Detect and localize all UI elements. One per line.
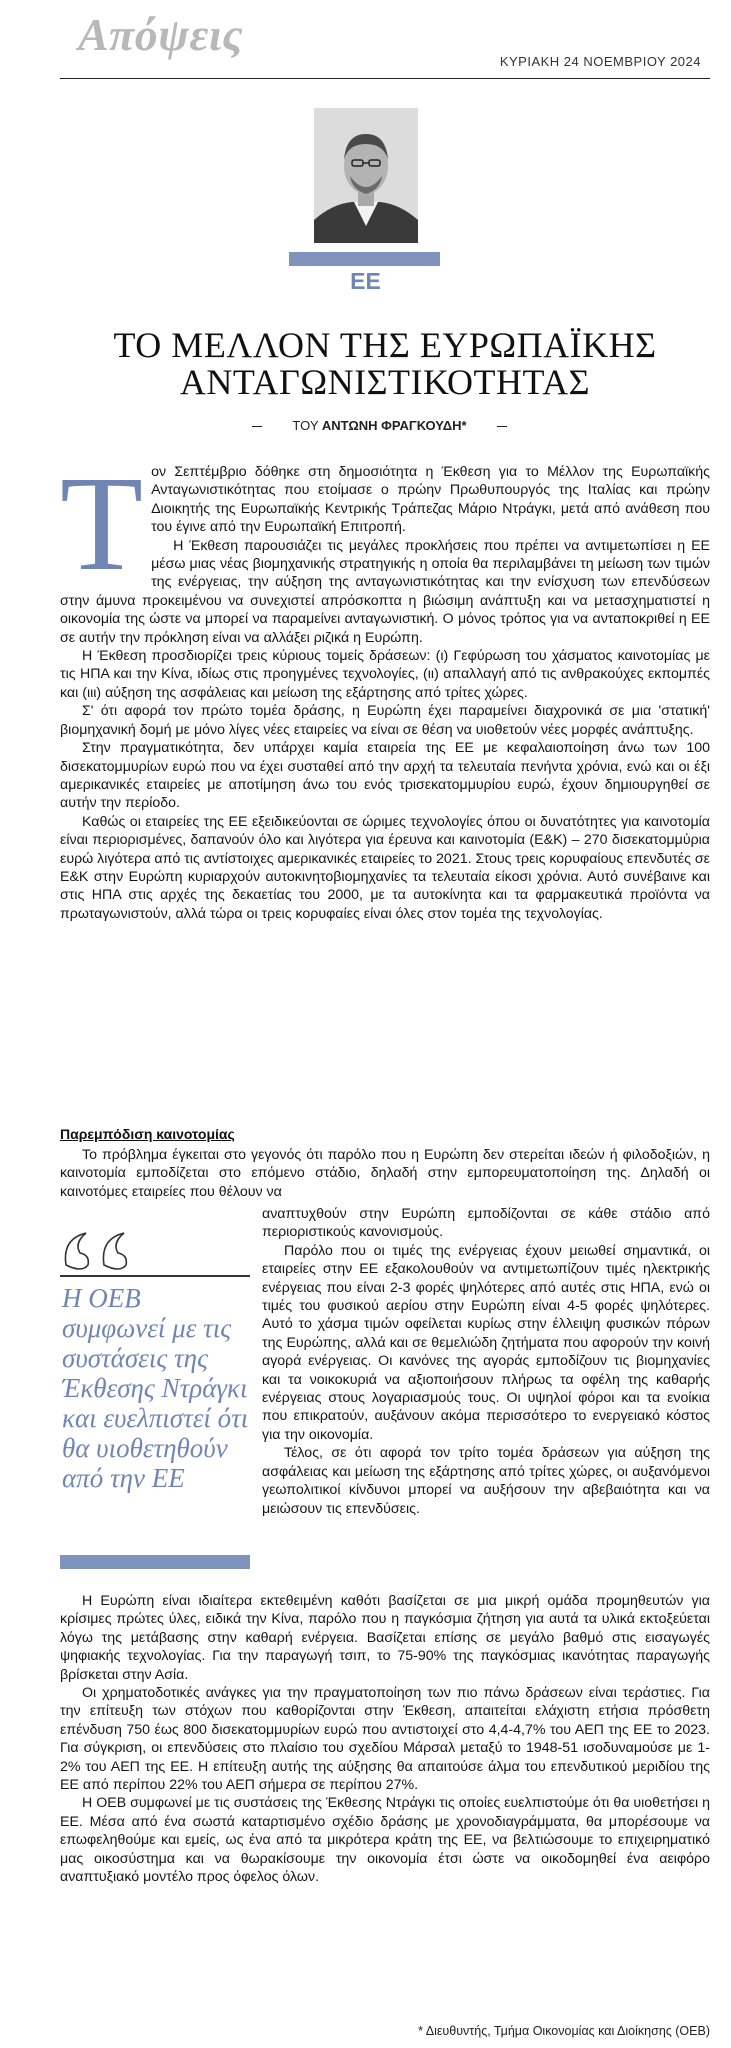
paragraph-10: Η Ευρώπη είναι ιδιαίτερα εκτεθειμένη καθότι βασίζεται σε μια μικρή ομάδα προμηθευτών για κρίσιμες πρώτες ύλες, ειδικά την Κίνα, παρόλο που η παγκόσμια ζήτηση για αυτά τα υλικά εκτοξεύεται λόγω της μετάβασης στην καθαρή ενέργεια. Βασίζεται επίσης σε μεγάλο βαθμό στις εισαγωγές ψηφιακής τεχνολογίας. Για την παραγωγή τσιπ, το 75-90% της παγκόσμιας ικανότητας παραγωγής βρίσκεται στην Ασία. — [60, 1593, 710, 1683]
title-line-1: ΤΟ ΜΕΛΛΟΝ ΤΗΣ ΕΥΡΩΠΑΪΚΗΣ — [113, 325, 657, 365]
article-body-middle — [60, 1146, 710, 1201]
paragraph-8: Παρόλο που οι τιμές της ενέργειας έχουν μειωθεί σημαντικά, οι εταιρείες στην ΕΕ εξακολουθούν να αντιμετωπίζουν τιμές ηλεκτρικής ενέργειας που είναι 2-3 φορές ψηλότερες από αυτές στις ΗΠΑ, ενώ οι τιμές του φυσικού αερίου στην Ευρώπη είναι 4-5 φορές ψηλότερες. Αυτό το χάσμα τιμών οφείλεται κυρίως στην έλλειψη φυσικών πόρων της Ευρώπης, αλλά και σε θεμελιώδη ζητήματα που αφορούν την κοινή αγορά ενέργειας. Οι κανόνες της αγοράς εμποδίζουν τις βιομηχανίες και τα νοικοκυριά να αξιοποιήσουν πλήρως τα οφέλη της καθαρής ενέργειας στους λογαριασμούς τους. Οι υψηλοί φόροι και τα ενοίκια που επικρατούν, αυξάνουν ακόμα περισσότερο το ενεργειακό κόστος για την οικονομία. — [262, 1242, 710, 1443]
pull-quote-rule — [60, 1275, 250, 1277]
pull-quote-text: Η ΟΕΒ συμφωνεί με τις συστάσεις της Έκθεσης Ντράγκι και ευελπιστεί ότι θα υιοθετηθούν από την ΕΕ — [62, 1283, 249, 1493]
paragraph-7: Το πρόβλημα έγκειται στο γεγονός ότι παρόλο που η Ευρώπη δεν στερείται ιδεών ή φιλοδοξιών, η καινοτομία εμποδίζεται στο επόμενο στάδιο, δηλαδή στην εμπορευματοποίηση της. Δηλαδή οι καινοτόμες εταιρείες που θέλουν να — [60, 1147, 710, 1200]
paragraph-6: Καθώς οι εταιρείες της ΕΕ εξειδικεύονται σε ώριμες τεχνολογίες όπου οι δυνατότητες για καινοτομία είναι περιορισμένες, δαπανούν όλο και λιγότερα για έρευνα και καινοτομία (Ε&Κ) – 270 δισεκατομμύρια ευρώ λιγότερα από τις αντίστοιχες αμερικανικές εταιρείες το 2021. Στους τρεις κορυφαίους επενδυτές σε Ε&Κ στην Ευρώπη κυριαρχούν αυτοκινητοβιομηχανίες τα τελευταία είκοσι χρόνια. Αυτό συνέβαινε και στις ΗΠΑ στις αρχές της δεκαετίας του 2000, με τα αυτοκίνητα και τα φαρμακευτικά προϊόντα να πρωταγωνιστούν, αλλά τώρα οι τρεις κορυφαίες είναι όλες στον τομέα της τεχνολογίας. — [60, 813, 710, 922]
paragraph-4: Σ' ότι αφορά τον πρώτο τομέα δράσης, η Ευρώπη έχει παραμείνει διαχρονικά σε μια 'στατική' βιομηχανική δομή με μόνο λίγες νέες εταιρείες να είναι σε θέση να υιοθετούν νέες μορφές ανάπτυξης. — [60, 703, 710, 738]
author-portrait-illustration — [314, 108, 418, 243]
author-photo — [314, 108, 418, 243]
author-footnote: * Διευθυντής, Τμήμα Οικονομίας και Διοίκησης (ΟΕΒ) — [418, 2024, 710, 2038]
article-body-top — [60, 449, 710, 923]
title-line-2: ΑΝΤΑΓΩΝΙΣΤΙΚΟΤΗΤΑΣ — [179, 362, 591, 402]
paragraph-11: Οι χρηματοδοτικές ανάγκες για την πραγματοποίηση των πιο πάνω δράσεων είναι τεράστιες. Για την επίτευξη των στόχων που καθορίζονται στην Έκθεση, απαιτείται ελάχιστη ετήσια πρόσθετη επένδυση 750 έως 800 δισεκατομμυρίων ευρώ που αντιστοιχεί στο 4,4-4,7% του ΑΕΠ της ΕΕ το 2023. Για σύγκριση, οι επενδύσεις στο πλαίσιο του σχεδίου Μάρσαλ μεταξύ το 1948-51 ισοδυναμούσε με 1-2% του ΑΕΠ της ΕΕ. Η επίτευξη αυτής της αύξησης θα απαιτούσε άλμα του επενδυτικού μεριδίου της ΕΕ από περίπου 22% του ΑΕΠ σήμερα σε περίπου 27%. — [60, 1685, 710, 1794]
paragraph-1-text: ον Σεπτέμβριο δόθηκε στη δημοσιότητα η Έκθεση για το Μέλλον της Ευρωπαϊκής Ανταγωνιστικότητας που ετοίμασε ο πρώην Πρωθυπουργός της Ιταλίας και πρώην Διοικητής της Ευρωπαϊκής Κεντρικής Τράπεζας Μάριο Ντράγκι, μετά από ανάθεση που του έγινε από την Ευρωπαϊκή Επιτροπή. — [151, 464, 710, 536]
paragraph-9: Τέλος, σε ότι αφορά τον τρίτο τομέα δράσεων για αύξηση της ασφάλειας και μείωση της εξάρτησης από τρίτες χώρες, οι αυξανόμενοι γεωπολιτικοί κίνδυνοι μπορεί να αυξήσουν την αβεβαιότητα και να μειώσουν τις επενδύσεις. — [262, 1445, 710, 1517]
pull-quote-bar — [60, 1555, 250, 1569]
tag-bar — [289, 252, 440, 266]
paragraph-7-continued: αναπτυχθούν στην Ευρώπη εμποδίζονται σε κάθε στάδιο από περιοριστικούς κανονισμούς. — [262, 1206, 710, 1241]
article-body-bottom — [60, 1592, 710, 1887]
drop-cap: Τ — [60, 449, 144, 599]
subheading: Παρεμπόδιση καινοτομίας — [60, 1126, 235, 1142]
issue-date: ΚΥΡΙΑΚΗ 24 ΝΟΕΜΒΡΙΟΥ 2024 — [499, 54, 701, 69]
paragraph-3: Η Έκθεση προσδιορίζει τρεις κύριους τομείς δράσεων: (ι) Γεφύρωση του χάσματος καινοτομίας με τις ΗΠΑ και την Κίνα, ιδίως στις προηγμένες τεχνολογίες, (ιι) απαλλαγή από τις ανθρακούχες εκπομπές και (ιιι) αύξηση της ασφάλειας και μείωση της εξάρτησης από τρίτες χώρες. — [60, 648, 710, 701]
article-body-wrapped — [262, 1205, 710, 1518]
header-rule — [60, 78, 710, 79]
byline-prefix: ΤΟΥ — [292, 418, 322, 433]
quote-marks-icon — [60, 1225, 150, 1273]
masthead — [0, 0, 731, 69]
article-title — [60, 327, 710, 401]
section-tag: ΕΕ — [350, 268, 381, 294]
byline-rule-right — [497, 426, 507, 427]
byline — [252, 418, 507, 433]
paragraph-2: Η Έκθεση παρουσιάζει τις μεγάλες προκλήσεις που πρέπει να αντιμετωπίσει η ΕΕ μέσω μιας νέας βιομηχανικής στρατηγικής η οποία θα περιλαμβάνει τη μείωση των τιμών της ενέργειας, την αύξηση της ανταγωνιστικότητας και την ενίσχυση των επενδύσεων στην άμυνα προκειμένου να συνεχιστεί απρόσκοπτα η βιώσιμη ανάπτυξη και να μετασχηματιστεί η οικονομία της ώστε να μπορεί να παραμείνει ανταγωνιστική. Ο μόνος τρόπος για να ανταποκριθεί η ΕΕ σε αυτήν την πρόκληση είναι να αλλάξει ριζικά η Ευρώπη. — [60, 537, 710, 646]
paragraph-5: Στην πραγματικότητα, δεν υπάρχει καμία εταιρεία της ΕΕ με κεφαλαιοποίηση άνω των 100 δισεκατομμυρίων ευρώ που να έχει συσταθεί από την αρχή τα τελευταία πενήντα χρόνια, ενώ και οι έξι αμερικανικές εταιρείες με αποτίμηση άνω του ενός τρισεκατομμυρίου ευρώ, έχουν δημιουργηθεί σε αυτήν την περίοδο. — [60, 740, 710, 812]
paragraph-12: Η ΟΕΒ συμφωνεί με τις συστάσεις της Έκθεσης Ντράγκι τις οποίες ευελπιστούμε ότι θα υιοθετήσει η ΕΕ. Μέσα από ένα σωστά καταρτισμένο σχέδιο δράσης με χρονοδιαγράμματα, θα μπορέσουμε να επωφεληθούμε και εμείς, ως ένα από τα μικρότερα κράτη της ΕΕ, να βελτιώσουμε το επιχειρηματικό μας οικοσύστημα και να θωρακίσουμε την οικονομία έτσι ώστε να οικοδομηθεί ένα αειφόρο αναπτυξιακό μοντέλο προς όφελος όλων. — [60, 1795, 710, 1886]
pull-quote — [60, 1225, 250, 1575]
section-title: Απόψεις — [78, 9, 244, 60]
byline-author: ΑΝΤΩΝΗ ΦΡΑΓΚΟΥΔΗ* — [321, 418, 467, 433]
